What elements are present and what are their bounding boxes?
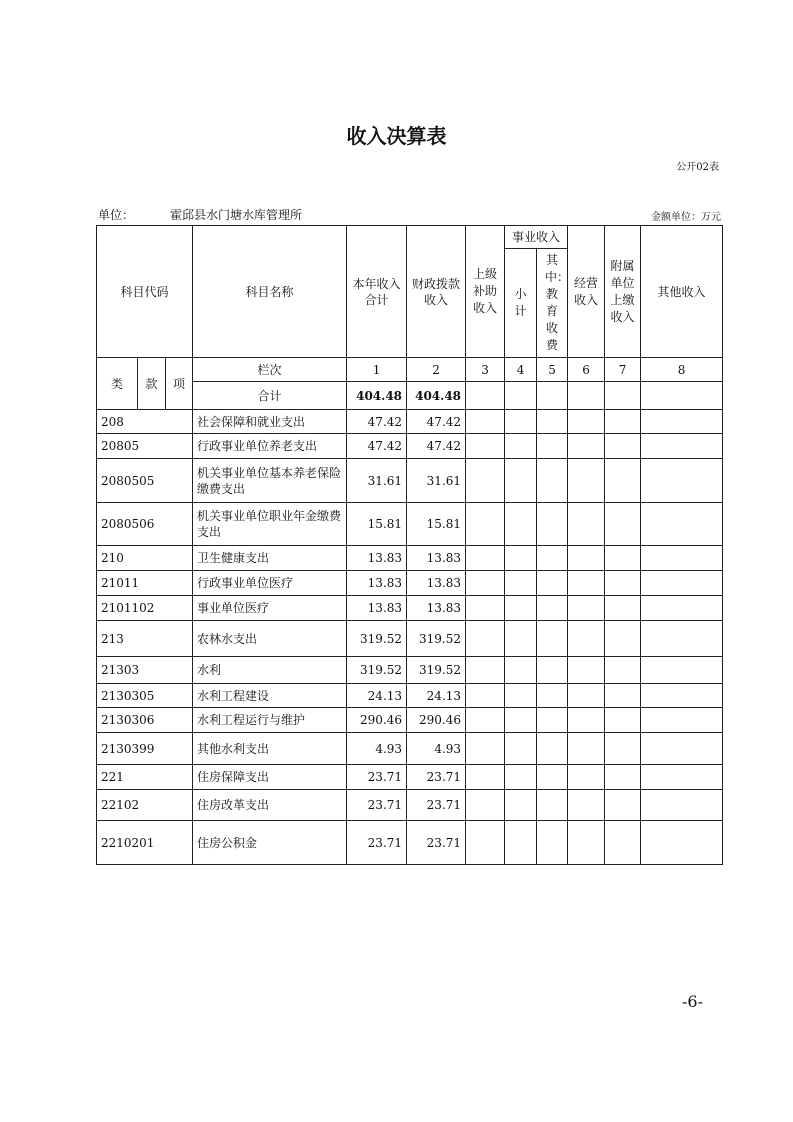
table-row — [97, 434, 723, 459]
row-c2: 23.71 — [407, 765, 466, 790]
row-c1: 319.52 — [347, 657, 407, 684]
row-c1: 47.42 — [347, 434, 407, 459]
header-code: 科目代码 — [97, 226, 193, 358]
header-name: 科目名称 — [193, 226, 347, 358]
row-c1: 290.46 — [347, 708, 407, 733]
row-c1: 4.93 — [347, 733, 407, 765]
table-row — [97, 546, 723, 571]
row-code: 2101102 — [97, 596, 193, 621]
unit-line — [98, 206, 302, 223]
col-num: 7 — [605, 358, 641, 382]
row-name: 行政事业单位养老支出 — [193, 434, 347, 459]
header-c7: 附属单位上缴收入 — [605, 226, 641, 358]
col-num: 4 — [505, 358, 537, 382]
col-num: 6 — [568, 358, 605, 382]
row-c1: 23.71 — [347, 790, 407, 821]
total-c2: 404.48 — [407, 382, 466, 410]
row-name: 水利工程运行与维护 — [193, 708, 347, 733]
row-c1: 31.61 — [347, 459, 407, 503]
row-code: 2080505 — [97, 459, 193, 503]
row-c2: 13.83 — [407, 596, 466, 621]
row-c2: 23.71 — [407, 821, 466, 865]
row-c2: 319.52 — [407, 621, 466, 657]
row-code: 210 — [97, 546, 193, 571]
table-row — [97, 684, 723, 708]
row-name: 住房保障支出 — [193, 765, 347, 790]
row-c1: 23.71 — [347, 821, 407, 865]
row-c2: 290.46 — [407, 708, 466, 733]
row-name: 机关事业单位职业年金缴费支出 — [193, 503, 347, 546]
page-title: 收入决算表 — [346, 124, 447, 148]
table-row — [97, 459, 723, 503]
row-c2: 47.42 — [407, 410, 466, 434]
row-c1: 47.42 — [347, 410, 407, 434]
page-number: -6- — [682, 992, 703, 1011]
row-code: 21011 — [97, 571, 193, 596]
header-c5: 其中：教育收费 — [537, 249, 568, 358]
table-row — [97, 503, 723, 546]
row-c2: 13.83 — [407, 571, 466, 596]
col-num: 1 — [347, 358, 407, 382]
row-code: 213 — [97, 621, 193, 657]
header-kuan: 款 — [138, 358, 166, 410]
row-name: 其他水利支出 — [193, 733, 347, 765]
col-num: 8 — [641, 358, 723, 382]
header-lanci: 栏次 — [193, 358, 347, 382]
total-c1: 404.48 — [347, 382, 407, 410]
header-shiye: 事业收入 — [505, 226, 568, 249]
income-table — [96, 225, 723, 865]
header-c1: 本年收入合计 — [347, 226, 407, 358]
row-c2: 47.42 — [407, 434, 466, 459]
row-name: 事业单位医疗 — [193, 596, 347, 621]
row-c2: 31.61 — [407, 459, 466, 503]
col-num: 3 — [466, 358, 505, 382]
row-c1: 13.83 — [347, 596, 407, 621]
row-code: 20805 — [97, 434, 193, 459]
row-c2: 319.52 — [407, 657, 466, 684]
col-num: 5 — [537, 358, 568, 382]
table-row — [97, 657, 723, 684]
row-code: 208 — [97, 410, 193, 434]
col-num: 2 — [407, 358, 466, 382]
header-c6: 经营收入 — [568, 226, 605, 358]
row-code: 2080506 — [97, 503, 193, 546]
header-xiang: 项 — [166, 358, 193, 410]
row-c1: 13.83 — [347, 571, 407, 596]
row-c1: 24.13 — [347, 684, 407, 708]
table-row — [97, 790, 723, 821]
row-c1: 15.81 — [347, 503, 407, 546]
row-c2: 24.13 — [407, 684, 466, 708]
row-name: 机关事业单位基本养老保险缴费支出 — [193, 459, 347, 503]
table-row — [97, 708, 723, 733]
header-c4: 小计 — [505, 249, 537, 358]
row-name: 水利 — [193, 657, 347, 684]
table-row — [97, 765, 723, 790]
row-c1: 319.52 — [347, 621, 407, 657]
total-label: 合计 — [193, 382, 347, 410]
row-c1: 23.71 — [347, 765, 407, 790]
table-row — [97, 821, 723, 865]
row-name: 水利工程建设 — [193, 684, 347, 708]
money-unit: 金额单位：万元 — [651, 212, 721, 223]
row-code: 221 — [97, 765, 193, 790]
unit-label: 单位： — [98, 208, 135, 222]
row-name: 卫生健康支出 — [193, 546, 347, 571]
table-row — [97, 596, 723, 621]
header-c2: 财政拨款收入 — [407, 226, 466, 358]
row-name: 住房公积金 — [193, 821, 347, 865]
row-code: 21303 — [97, 657, 193, 684]
row-name: 行政事业单位医疗 — [193, 571, 347, 596]
table-row — [97, 571, 723, 596]
row-code: 2130305 — [97, 684, 193, 708]
row-c2: 4.93 — [407, 733, 466, 765]
row-code: 22102 — [97, 790, 193, 821]
row-c2: 13.83 — [407, 546, 466, 571]
row-c2: 15.81 — [407, 503, 466, 546]
unit-name: 霍邱县水门塘水库管理所 — [170, 208, 303, 222]
row-c1: 13.83 — [347, 546, 407, 571]
row-name: 社会保障和就业支出 — [193, 410, 347, 434]
row-code: 2210201 — [97, 821, 193, 865]
row-code: 2130399 — [97, 733, 193, 765]
form-code: 公开02表 — [676, 162, 719, 173]
row-name: 住房改革支出 — [193, 790, 347, 821]
row-c2: 23.71 — [407, 790, 466, 821]
header-lei: 类 — [97, 358, 138, 410]
header-c8: 其他收入 — [641, 226, 723, 358]
table-row — [97, 410, 723, 434]
row-code: 2130306 — [97, 708, 193, 733]
row-name: 农林水支出 — [193, 621, 347, 657]
table-row — [97, 621, 723, 657]
header-c3: 上级补助收入 — [466, 226, 505, 358]
table-row — [97, 733, 723, 765]
